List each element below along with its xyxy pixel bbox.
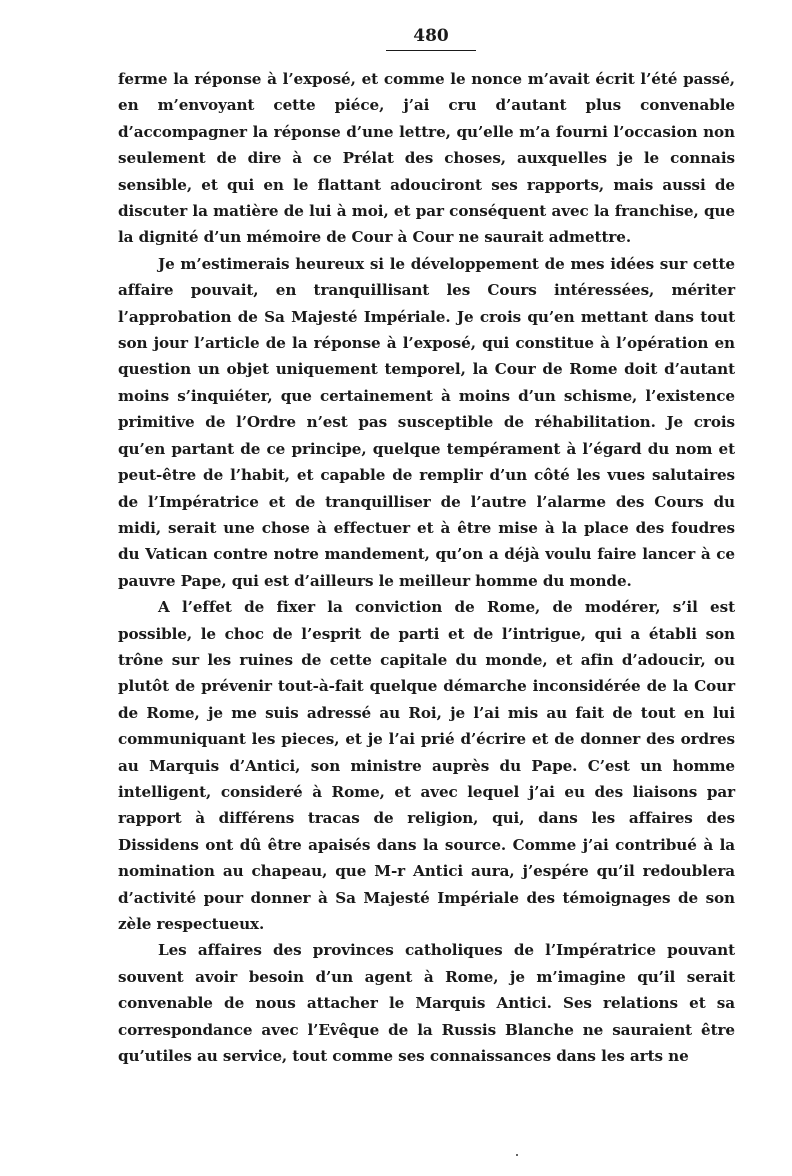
page-number-rule xyxy=(386,50,476,51)
paragraph-4: Les affaires des provinces catholiques de l’Impératrice pouvant souvent avoir besoin d’un agent à Rome, je m’imagine qu’il serait convenable de nous attacher le Marquis Antici. Ses relations et sa correspondance avec l’Evêque de la Russis Blanche ne sauraient être qu’utiles au service, tout comme ses connaissances dans les arts ne xyxy=(118,941,735,1066)
stray-mark xyxy=(516,1154,518,1156)
page-number: 480 xyxy=(413,26,449,46)
paragraph-3: A l’effet de fixer la conviction de Rome, de modérer, s’il est possible, le choc de l’esprit de parti et de l’intrigue, qui a établi son trône sur les ruines de cette capitale du monde, et afin d’adoucir, ou plutôt de prévenir tout-à-fait quelque démarche inconsidérée de la Cour de Rome, je me suis adressé au Roi, je l’ai mis au fait de tout en lui communiquant les pieces, et je l’ai prié d’écrire et de donner des ordres au Marquis d’Antici, son ministre auprès du Pape. C’est un homme intelligent, consideré à Rome, et avec lequel j’ai eu des liaisons par rapport à différens tracas de religion, qui, dans les affaires des Dissidens ont dû être apaisés dans la source. Comme j’ai contribué à la nomination au chapeau, que M-r Antici aura, j’espére qu’il redoublera d’activité pour donner à Sa Majesté Impériale des témoignages de son zèle respectueux. xyxy=(118,598,735,933)
paragraph-1: ferme la réponse à l’exposé, et comme le nonce m’avait écrit l’été passé, en m’envoyant cette piéce, j’ai cru d’autant plus convenable d’accompagner la réponse d’une lettre, qu’elle m’a fourni l’occasion non seulement de dire à ce Prélat des choses, auxquelles je le connais sensible, et qui en le flattant adouciront ses rapports, mais aussi de discuter la matière de lui à moi, et par conséquent avec la franchise, que la dignité d’un mémoire de Cour à Cour ne saurait admettre. xyxy=(118,70,735,247)
body-text xyxy=(118,66,735,1069)
paragraph-2: Je m’estimerais heureux si le développement de mes idées sur cette affaire pouvait, en tranquillisant les Cours intéressées, mériter l’approbation de Sa Majesté Impériale. Je crois qu’en mettant dans tout son jour l’article de la réponse à l’exposé, qui constitue à l’opération en question un objet uniquement temporel, la Cour de Rome doit d’autant moins s’inquiéter, que certainement à moins d’un schisme, l’existence primitive de l’Ordre n’est pas susceptible de réhabilitation. Je crois qu’en partant de ce principe, quelque tempérament à l’égard du nom et peut-être de l’habit, et capable de remplir d’un côté les vues salutaires de l’Impératrice et de tranquilliser de l’autre l’alarme des Cours du midi, serait une chose à effectuer et à être mise à la place des foudres du Vatican contre notre mandement, qu’on a déjà voulu faire lancer à ce pauvre Pape, qui est d’ailleurs le meilleur homme du monde. xyxy=(118,254,735,590)
